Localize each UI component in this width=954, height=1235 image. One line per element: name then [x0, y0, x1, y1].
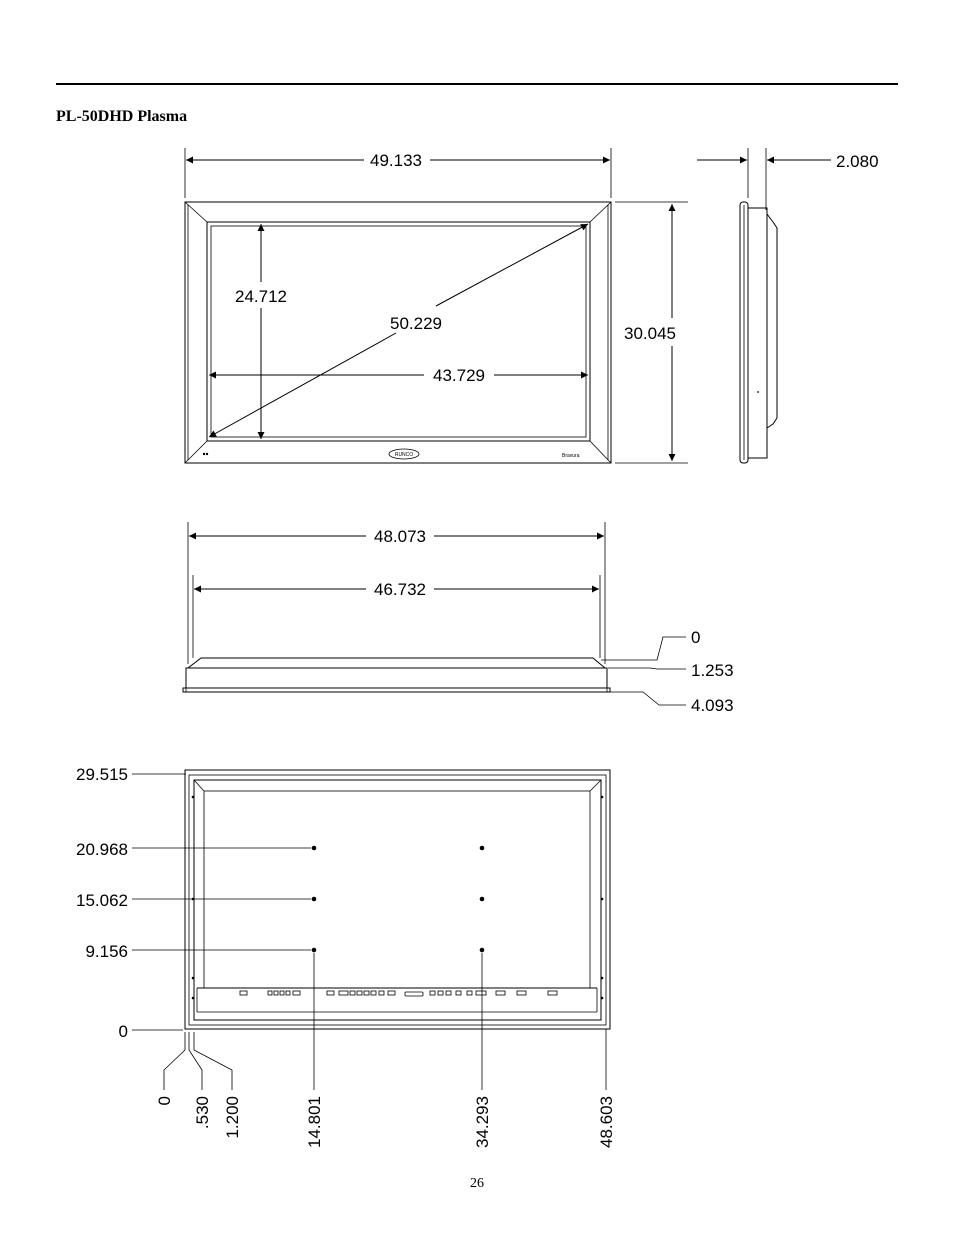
front-view: [185, 148, 688, 463]
rear-x-label: 34.293: [473, 1096, 492, 1148]
side-view: [697, 148, 879, 463]
dim-screen-width: 43.729: [433, 366, 485, 385]
dim-offset-1: 1.253: [691, 661, 734, 680]
top-rear-body: [188, 658, 605, 668]
power-indicator-icon: [203, 453, 205, 455]
mount-hole: [312, 846, 317, 851]
rear-view: [76, 765, 616, 1148]
page-title: PL-50DHD Plasma: [56, 108, 188, 125]
rear-x-label: 0: [155, 1096, 174, 1106]
rear-x-label: 1.200: [223, 1096, 242, 1139]
side-body: [748, 208, 767, 458]
dim-screen-height: 24.712: [235, 287, 287, 306]
top-view: [183, 522, 734, 715]
dim-top-width-inner: 46.732: [374, 580, 426, 599]
top-bezel: [186, 668, 607, 688]
dim-top-width-outer: 48.073: [374, 527, 426, 546]
mount-hole: [312, 948, 317, 953]
rear-x-label: 14.801: [305, 1096, 324, 1148]
rear-y-label: 15.062: [76, 891, 128, 910]
rear-outer-frame: [185, 770, 610, 1029]
rear-x-label: .530: [193, 1096, 212, 1130]
top-base: [183, 688, 610, 692]
mount-hole: [480, 846, 485, 851]
rear-y-label: 29.515: [76, 765, 128, 784]
rear-panel-area: [204, 791, 590, 988]
mount-hole: [480, 948, 485, 953]
dim-offset-2: 4.093: [691, 696, 734, 715]
page-number: 26: [470, 1176, 484, 1191]
rear-y-label: 9.156: [85, 942, 128, 961]
mount-hole: [312, 897, 317, 902]
rear-inner-frame: [194, 780, 601, 1020]
rear-y-label: 0: [118, 1022, 128, 1041]
dim-offset-0: 0: [691, 628, 701, 647]
mount-hole: [480, 897, 485, 902]
dim-overall-height: 30.045: [624, 324, 676, 343]
bezel-badge-text: Bravura: [562, 453, 580, 459]
rear-y-label: 20.968: [76, 840, 128, 859]
dim-overall-width: 49.133: [370, 151, 422, 170]
rear-x-label: 48.603: [597, 1096, 616, 1148]
dim-diagonal: 50.229: [390, 314, 442, 333]
brand-logo-text: RUNCO: [394, 452, 414, 458]
dim-depth: 2.080: [836, 152, 879, 171]
